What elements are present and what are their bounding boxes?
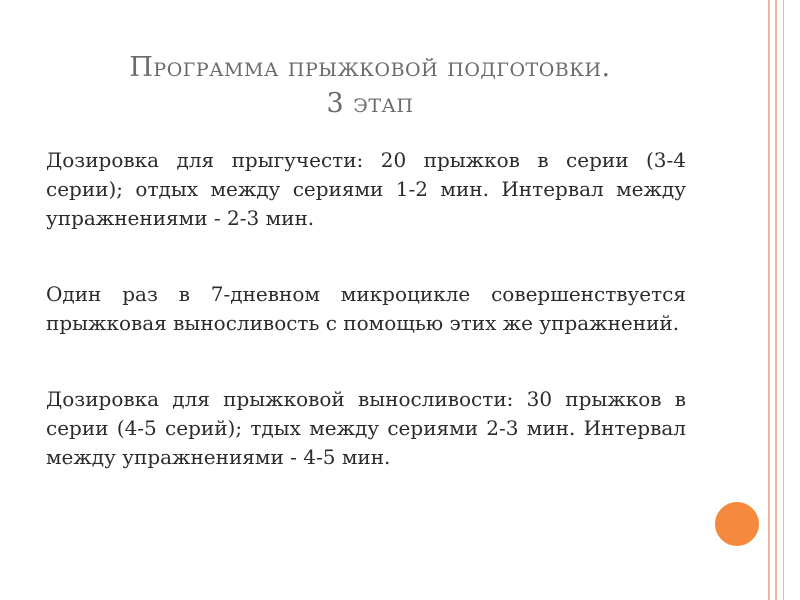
- paragraph-endurance-dosage: Дозировка для прыжковой выносливости: 30 прыжков в серии (4-5 серий); тдых между сериями 2-3 мин. Интервал между упражнениями - 4-5 мин.: [46, 387, 686, 469]
- slide-title-line2: 3 этап: [326, 88, 414, 119]
- decor-circle: [712, 499, 762, 549]
- decor-line: [768, 0, 770, 600]
- decor-line: [775, 0, 777, 600]
- decor-line: [783, 0, 784, 600]
- slide-body: [46, 146, 686, 519]
- paragraph-microcycle: Один раз в 7-дневном микроцикле совершенствуется прыжковая выносливость с помощью этих же упражнений.: [46, 282, 686, 335]
- paragraph-jump-dosage: Дозировка для прыгучести: 20 прыжков в серии (3-4 серии); отдых между сериями 1-2 мин. Интервал между упражнениями - 2-3 мин.: [46, 148, 686, 230]
- slide-title: [40, 50, 700, 122]
- slide-title-line1: Программа прыжковой подготовки.: [129, 52, 611, 83]
